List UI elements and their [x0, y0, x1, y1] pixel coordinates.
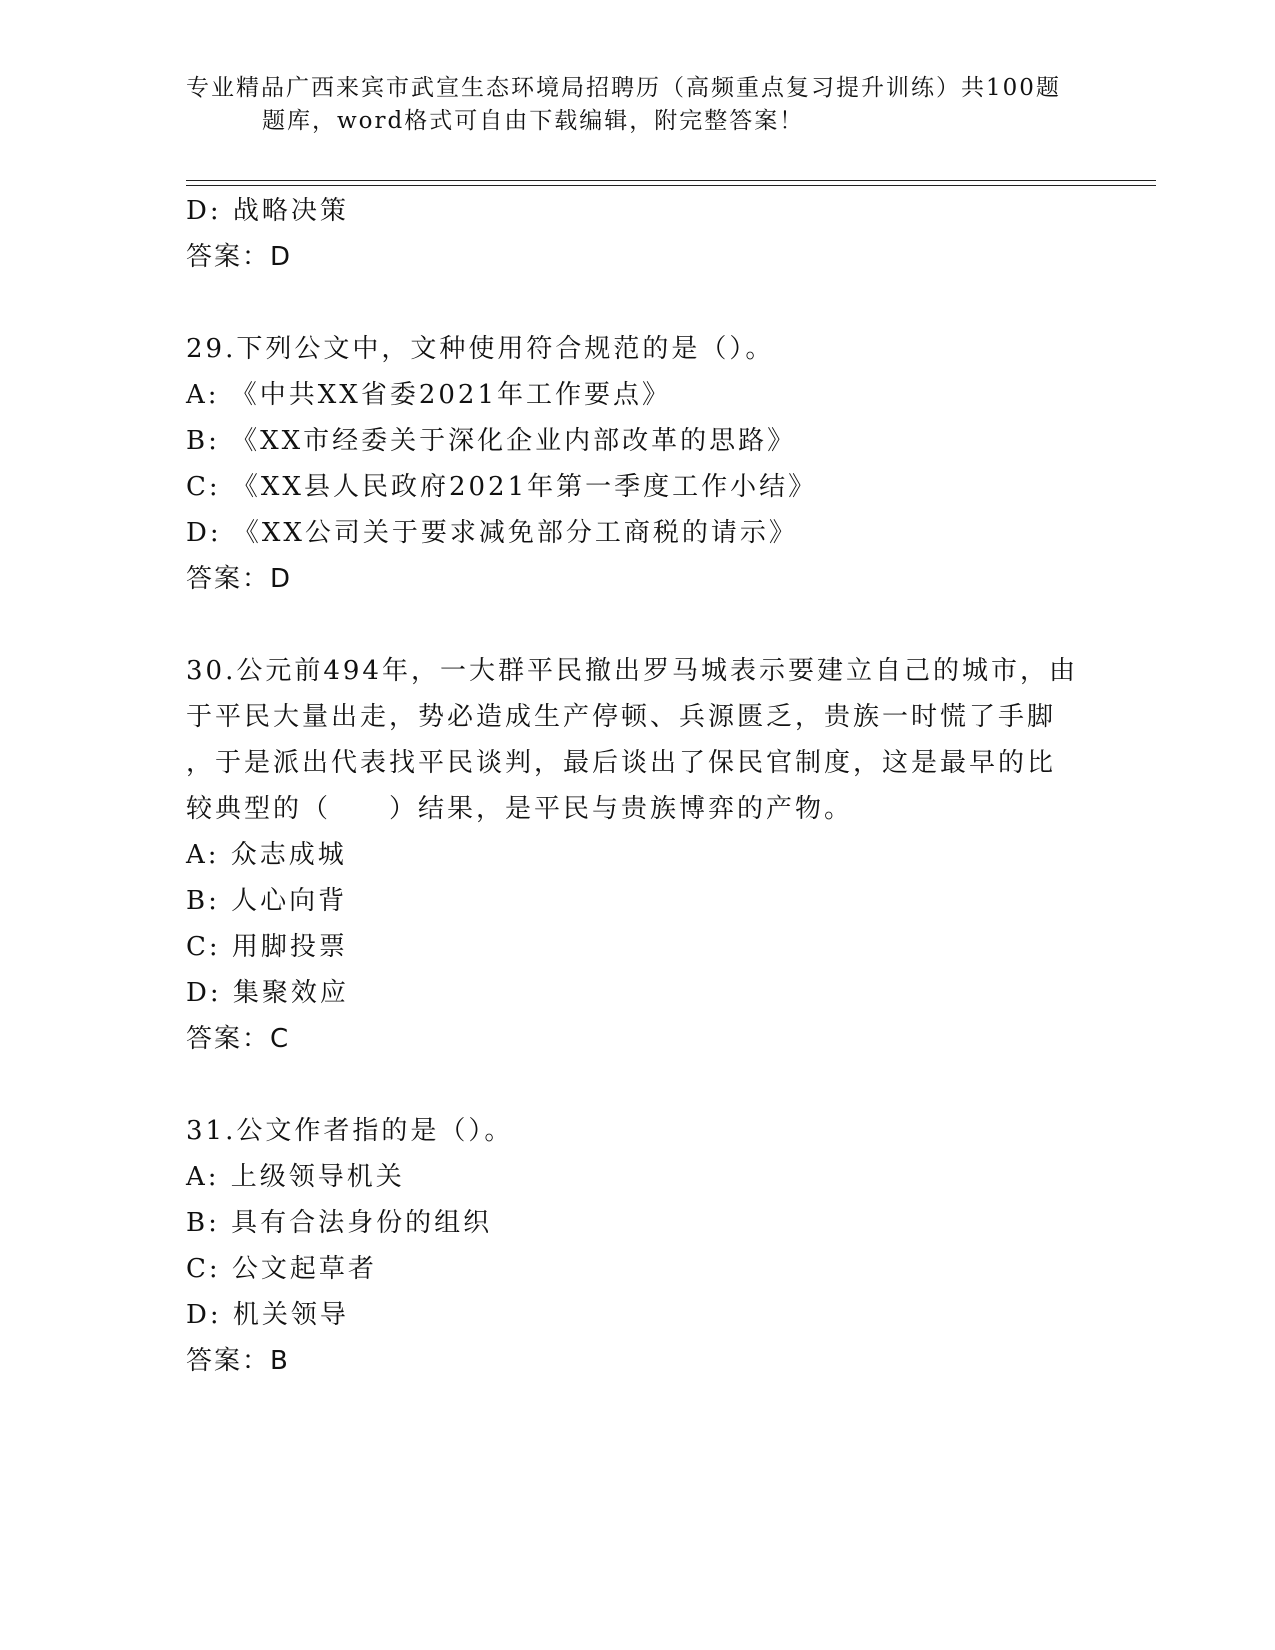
- answer-line: 答案：D: [186, 564, 293, 594]
- option-a: A: 上级领导机关: [186, 1162, 405, 1192]
- header-title-line-2: 题库，word格式可自由下载编辑，附完整答案！: [262, 108, 805, 134]
- answer-line: 答案：D: [186, 242, 293, 272]
- spacer: [186, 280, 1086, 326]
- header-divider-bottom: [186, 185, 1156, 186]
- option-b: B: 具有合法身份的组织: [186, 1208, 493, 1238]
- question-stem-line-1: 30.公元前494年，一大群平民撤出罗马城表示要建立自己的城市，由: [186, 656, 1078, 686]
- question-stem-line-4: 较典型的（ ）结果，是平民与贵族博弈的产物。: [186, 794, 854, 824]
- question-stem-line-3: ，于是派出代表找平民谈判，最后谈出了保民官制度，这是最早的比: [186, 748, 1057, 778]
- spacer: [186, 602, 1086, 648]
- option-b: B: 《XX市经委关于深化企业内部改革的思路》: [186, 426, 797, 456]
- option-c: C: 用脚投票: [186, 932, 348, 962]
- question-31: [186, 1108, 1086, 1384]
- option-a: A: 众志成城: [186, 840, 347, 870]
- question-29: [186, 326, 1086, 602]
- previous-question-tail: [186, 188, 1086, 280]
- question-30: [186, 648, 1086, 1062]
- question-content: [186, 188, 1086, 1384]
- answer-line: 答案：C: [186, 1024, 291, 1054]
- option-d: D: 《XX公司关于要求减免部分工商税的请示》: [186, 518, 798, 548]
- question-stem: 31.公文作者指的是（）。: [186, 1116, 514, 1146]
- option-d: D: 集聚效应: [186, 978, 349, 1008]
- header-divider-top: [186, 180, 1156, 181]
- option-a: A: 《中共XX省委2021年工作要点》: [186, 380, 671, 410]
- option-c: C: 公文起草者: [186, 1254, 377, 1284]
- option-d: D: 战略决策: [186, 196, 349, 226]
- answer-line: 答案：B: [186, 1346, 290, 1376]
- option-d: D: 机关领导: [186, 1300, 349, 1330]
- question-stem: 29.下列公文中，文种使用符合规范的是（）。: [186, 334, 775, 364]
- option-b: B: 人心向背: [186, 886, 348, 916]
- header-title-line-1: 专业精品广西来宾市武宣生态环境局招聘历（高频重点复习提升训练）共100题: [186, 75, 1061, 101]
- option-c: C: 《XX县人民政府2021年第一季度工作小结》: [186, 472, 818, 502]
- spacer: [186, 1062, 1086, 1108]
- question-stem-line-2: 于平民大量出走，势必造成生产停顿、兵源匮乏，贵族一时慌了手脚: [186, 702, 1057, 732]
- page-header: [186, 72, 1086, 138]
